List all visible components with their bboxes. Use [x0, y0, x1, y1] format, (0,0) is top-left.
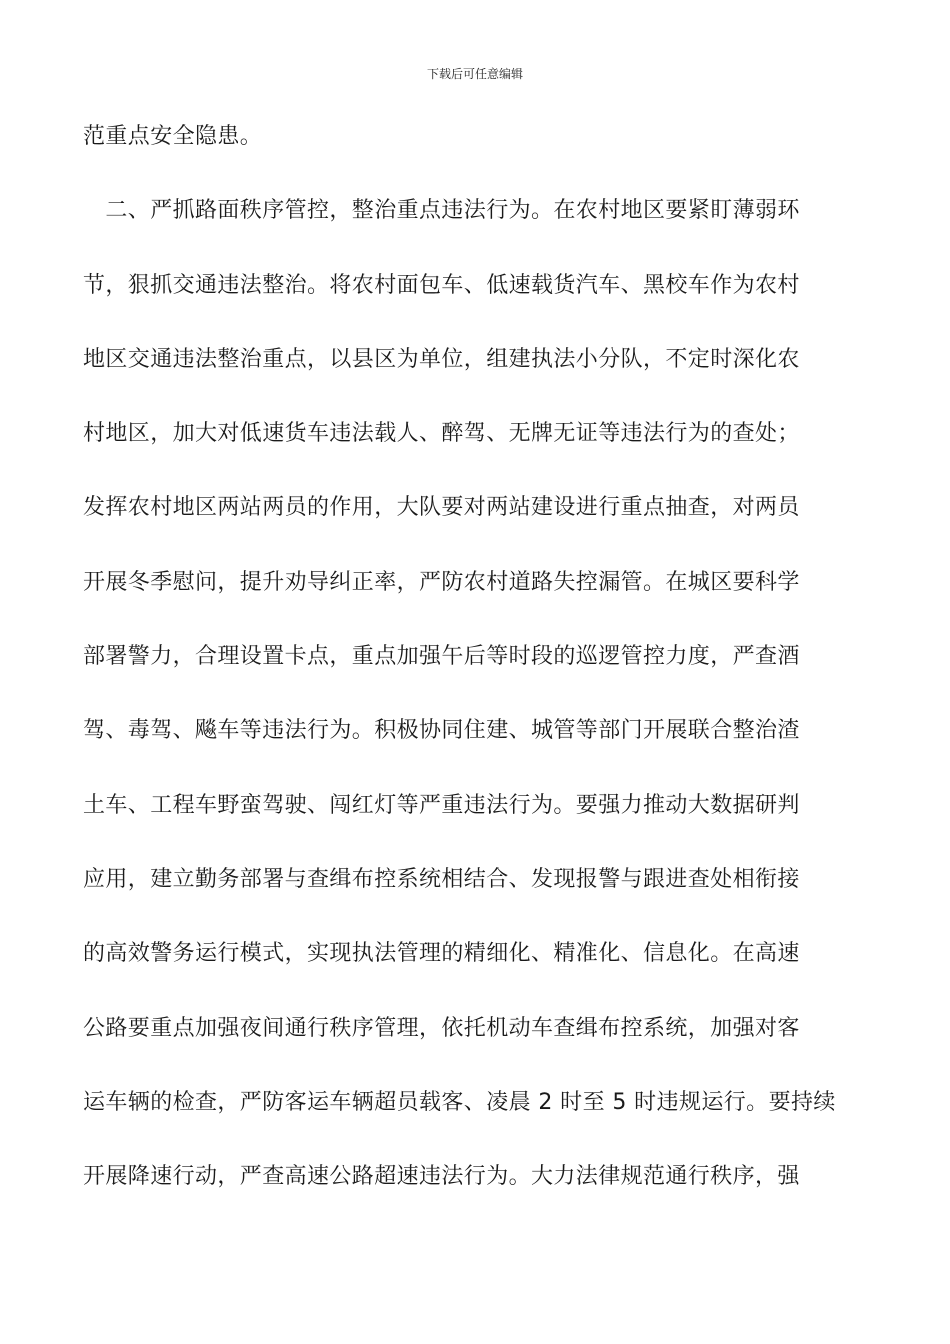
paragraph-line: 土车、工程车野蛮驾驶、闯红灯等严重违法行为。要强力推动大数据研判 [83, 792, 800, 818]
paragraph-line: 地区交通违法整治重点，以县区为单位，组建执法小分队，不定时深化农 [83, 346, 800, 372]
paragraph-line: 应用，建立勤务部署与查缉布控系统相结合、发现报警与跟进查处相衔接 [83, 866, 800, 892]
paragraph-line: 运车辆的检查，严防客运车辆超员载客、凌晨 2 时至 5 时违规运行。要持续 [83, 1089, 836, 1115]
paragraph-line: 二、严抓路面秩序管控，整治重点违法行为。在农村地区要紧盯薄弱环 [83, 198, 800, 224]
paragraph-line: 驾、毒驾、飚车等违法行为。积极协同住建、城管等部门开展联合整治渣 [83, 718, 800, 744]
paragraph-line: 范重点安全隐患。 [83, 124, 263, 149]
paragraph-line: 开展冬季慰问，提升劝导纠正率，严防农村道路失控漏管。在城区要科学 [83, 569, 800, 595]
paragraph-line: 部署警力，合理设置卡点，重点加强午后等时段的巡逻管控力度，严查酒 [83, 644, 800, 670]
paragraph-line: 发挥农村地区两站两员的作用，大队要对两站建设进行重点抽查，对两员 [83, 495, 800, 521]
document-body [83, 112, 873, 1226]
paragraph-line: 公路要重点加强夜间通行秩序管理，依托机动车查缉布控系统，加强对客 [83, 1015, 800, 1041]
paragraph-line: 村地区，加大对低速货车违法载人、醉驾、无牌无证等违法行为的查处； [83, 421, 800, 447]
paragraph-line: 开展降速行动，严查高速公路超速违法行为。大力法律规范通行秩序，强 [83, 1164, 800, 1190]
paragraph-line: 节，狠抓交通违法整治。将农村面包车、低速载货汽车、黑校车作为农村 [83, 272, 800, 298]
page-header-note: 下载后可任意编辑 [426, 67, 523, 81]
paragraph-line: 的高效警务运行模式，实现执法管理的精细化、精准化、信息化。在高速 [83, 941, 800, 967]
